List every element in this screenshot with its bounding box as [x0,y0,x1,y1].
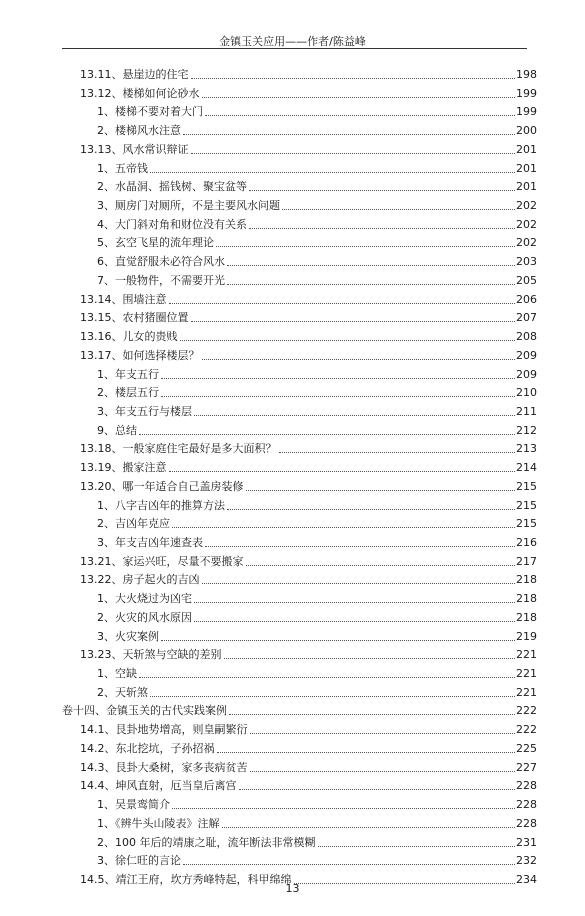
toc-entry-page: 211 [516,404,537,418]
toc-entry[interactable] [80,777,537,793]
toc-entry-page: 218 [516,573,537,587]
toc-entry[interactable] [97,197,537,213]
toc-entry-label: 2、水晶洞、摇钱树、聚宝盆等 [97,180,247,194]
toc-entry-page: 213 [516,442,537,456]
toc-entry[interactable] [97,628,537,644]
toc-leader-dots [216,246,515,247]
toc-entry-label: 14.5、靖江王府，坎方秀峰特起，科甲绵绵 [80,872,292,886]
toc-entry-page: 201 [516,180,537,194]
toc-entry-page: 203 [516,255,537,269]
toc-entry[interactable] [97,234,537,250]
toc-entry[interactable] [80,141,537,157]
toc-leader-dots [139,677,515,678]
page-number: 13 [285,882,300,895]
toc-entry-label: 1、空缺 [97,667,137,681]
toc-leader-dots [205,115,515,116]
toc-entry-label: 2、吉凶年克应 [97,517,170,531]
toc-leader-dots [249,228,515,229]
header-rule [62,48,527,49]
toc-entry-label: 1、年支五行 [97,367,159,381]
toc-leader-dots [246,565,516,566]
toc-entry[interactable] [80,646,537,662]
toc-entry-label: 1、吴景鸾简介 [97,798,170,812]
toc-entry[interactable] [80,740,537,756]
toc-entry-page: 232 [516,854,537,868]
toc-leader-dots [161,640,515,641]
toc-leader-dots [250,771,516,772]
toc-entry[interactable] [97,815,537,831]
toc-entry-label: 13.22、房子起火的吉凶 [80,573,200,587]
toc-entry-page: 215 [516,498,537,512]
toc-entry-page: 201 [516,142,537,156]
toc-leader-dots [202,97,516,98]
toc-leader-dots [139,434,515,435]
toc-entry[interactable] [97,609,537,625]
toc-entry[interactable] [97,216,537,232]
toc-entry[interactable] [97,834,537,850]
toc-entry-page: 198 [516,68,537,81]
toc-entry[interactable] [80,759,537,775]
toc-leader-dots [202,583,516,584]
toc-entry-label: 2、火灾的风水原因 [97,610,192,624]
toc-leader-dots [224,658,516,659]
toc-entry-label: 9、总结 [97,423,137,437]
toc-entry-page: 231 [516,835,537,849]
toc-leader-dots [282,209,515,210]
toc-entry-page: 222 [516,723,537,737]
toc-entry-label: 13.17、如何选择楼层？ [80,348,200,362]
toc-entry[interactable] [80,478,537,494]
toc-entry-page: 216 [516,536,537,549]
toc-entry-page: 210 [516,386,537,400]
toc-entry-page: 228 [516,779,537,793]
toc-entry-page: 217 [516,554,537,568]
toc-leader-dots [227,509,515,510]
toc-entry[interactable] [80,66,537,82]
toc-entry[interactable] [97,590,537,606]
toc-entry[interactable] [80,440,537,456]
toc-leader-dots [239,789,516,790]
toc-entry-page: 218 [516,610,537,624]
toc-entry-label: 13.13、风水常识辩证 [80,142,189,156]
toc-leader-dots [172,808,515,809]
toc-entry-page: 201 [516,161,537,175]
toc-entry[interactable] [97,497,537,513]
toc-leader-dots [191,153,516,154]
toc-leader-dots [227,284,515,285]
toc-leader-dots [150,172,515,173]
toc-entry[interactable] [97,272,537,288]
toc-entry-label: 14.4、坤风直射，厄当皇后离宫 [80,779,237,793]
toc-entry[interactable] [97,253,537,269]
toc-entry-label: 7、一般物件，不需要开光 [97,273,225,287]
toc-entry[interactable] [97,403,537,419]
toc-leader-dots [205,546,515,547]
toc-entry-label: 13.20、哪一年适合自己盖房装修 [80,479,244,493]
toc-entry-page: 206 [516,292,537,306]
toc-entry-label: 3、火灾案例 [97,629,159,643]
toc-entry-page: 215 [516,479,537,493]
toc-entry[interactable] [97,160,537,176]
toc-entry-page: 234 [516,872,537,886]
toc-leader-dots [227,265,515,266]
toc-entry[interactable] [80,85,537,101]
toc-entry-label: 13.11、悬崖边的住宅 [80,68,189,81]
toc-entry-label: 2、100 年后的靖康之耻，流年断法非常模糊 [97,835,316,849]
toc-entry[interactable] [97,515,537,531]
toc-entry-page: 215 [516,517,537,531]
toc-entry-label: 2、楼层五行 [97,386,159,400]
toc-entry-label: 6、直觉舒服未必符合风水 [97,255,225,269]
toc-leader-dots [194,621,515,622]
toc-leader-dots [246,490,516,491]
toc-entry-label: 1、大火烧过为凶宅 [97,592,192,606]
toc-entry-label: 3、厕房门对厕所，不是主要风水问题 [97,199,280,213]
toc-entry-page: 212 [516,423,537,437]
toc-entry[interactable] [97,422,537,438]
toc-entry-label: 13.18、一般家庭住宅最好是多大面积？ [80,442,277,456]
toc-leader-dots [279,452,516,453]
toc-entry[interactable] [80,459,537,475]
toc-entry-page: 218 [516,592,537,606]
toc-leader-dots [202,359,516,360]
toc-entry-page: 202 [516,236,537,250]
toc-entry-page: 207 [516,311,537,325]
toc-entry-page: 228 [516,816,537,830]
toc-entry-page: 202 [516,199,537,213]
toc-entry-label: 13.21、家运兴旺，尽量不要搬家 [80,554,244,568]
toc-entry-page: 209 [516,348,537,362]
toc-leader-dots [183,134,515,135]
toc-entry-page: 221 [516,685,537,699]
toc-leader-dots [180,340,516,341]
toc-entry-label: 13.23、天斩煞与空缺的差别 [80,648,222,662]
toc-entry-label: 卷十四、金镇玉关的古代实践案例 [62,704,227,718]
toc-entry-label: 13.12、楼梯如何论砂水 [80,86,200,100]
toc-entry-page: 199 [516,86,537,100]
toc-leader-dots [191,321,516,322]
toc-entry-label: 13.14、围墙注意 [80,292,167,306]
toc-leader-dots [191,78,516,79]
toc-leader-dots [318,846,516,847]
toc-entry-page: 222 [516,704,537,718]
toc-entry[interactable] [97,122,537,138]
toc-leader-dots [249,190,515,191]
toc-leader-dots [172,527,515,528]
toc-entry-label: 14.2、东北挖坑，子孙招祸 [80,741,215,755]
toc-entry-page: 227 [516,760,537,774]
toc-entry[interactable] [97,534,537,550]
toc-leader-dots [150,696,515,697]
toc-leader-dots [194,602,515,603]
toc-leader-dots [169,303,516,304]
toc-entry[interactable] [80,309,537,325]
toc-leader-dots [250,733,516,734]
toc-leader-dots [229,714,515,715]
toc-entry-page: 205 [516,273,537,287]
toc-entry[interactable] [80,347,537,363]
toc-entry-label: 4、大门斜对角和财位没有关系 [97,217,247,231]
toc-entry[interactable] [80,328,537,344]
toc-entry-label: 2、楼梯风水注意 [97,124,181,138]
toc-entry-page: 219 [516,629,537,643]
toc-entry-label: 14.1、艮卦地势增高，则皇嗣繁衍 [80,723,248,737]
toc-entry-page: 202 [516,217,537,231]
toc-entry-page: 208 [516,330,537,344]
toc-entry-label: 3、年支吉凶年速查表 [97,536,203,549]
toc-entry-label: 3、年支五行与楼层 [97,404,192,418]
toc-leader-dots [217,752,516,753]
toc-entry[interactable] [97,852,537,868]
toc-leader-dots [161,378,515,379]
toc-entry-label: 1、八字吉凶年的推算方法 [97,498,225,512]
toc-entry[interactable] [97,665,537,681]
toc-entry-page: 228 [516,798,537,812]
toc-entry[interactable] [80,553,537,569]
toc-entry-page: 200 [516,124,537,138]
toc-leader-dots [161,396,515,397]
toc-entry[interactable] [97,366,537,382]
toc-entry[interactable] [80,721,537,737]
toc-entry[interactable] [62,702,537,718]
toc-entry-label: 13.19、搬家注意 [80,461,167,475]
toc-entry[interactable] [80,291,537,307]
toc-entry-label: 5、玄空飞星的流年理论 [97,236,214,250]
toc-entry-page: 225 [516,741,537,755]
toc-leader-dots [169,471,516,472]
toc-leader-dots [222,827,516,828]
toc-entry-label: 1、五帝钱 [97,161,148,175]
toc-entry-page: 209 [516,367,537,381]
toc-entry-label: 1、《辨牛头山陵表》注解 [97,816,220,830]
toc-entry-label: 14.3、艮卦大桑树，家多丧病贫苦 [80,760,248,774]
toc-entry-label: 2、天斩煞 [97,685,148,699]
toc-leader-dots [194,415,515,416]
toc-entry-page: 214 [516,461,537,475]
toc-entry-page: 221 [516,648,537,662]
toc-entry-label: 13.15、农村猪圈位置 [80,311,189,325]
toc-entry-page: 221 [516,667,537,681]
toc-entry[interactable] [97,103,537,119]
toc-entry[interactable] [97,684,537,700]
page-header: 金镇玉关应用——作者/陈益峰 [219,35,366,48]
toc-entry[interactable] [97,796,537,812]
toc-entry[interactable] [97,178,537,194]
toc-leader-dots [183,864,515,865]
toc-entry-label: 1、楼梯不要对着大门 [97,105,203,119]
toc-entry-label: 13.16、儿女的贵贱 [80,330,178,344]
toc-entry-page: 199 [516,105,537,119]
toc-entry-label: 3、徐仁旺的言论 [97,854,181,868]
toc-entry[interactable] [97,384,537,400]
toc-entry[interactable] [80,571,537,587]
